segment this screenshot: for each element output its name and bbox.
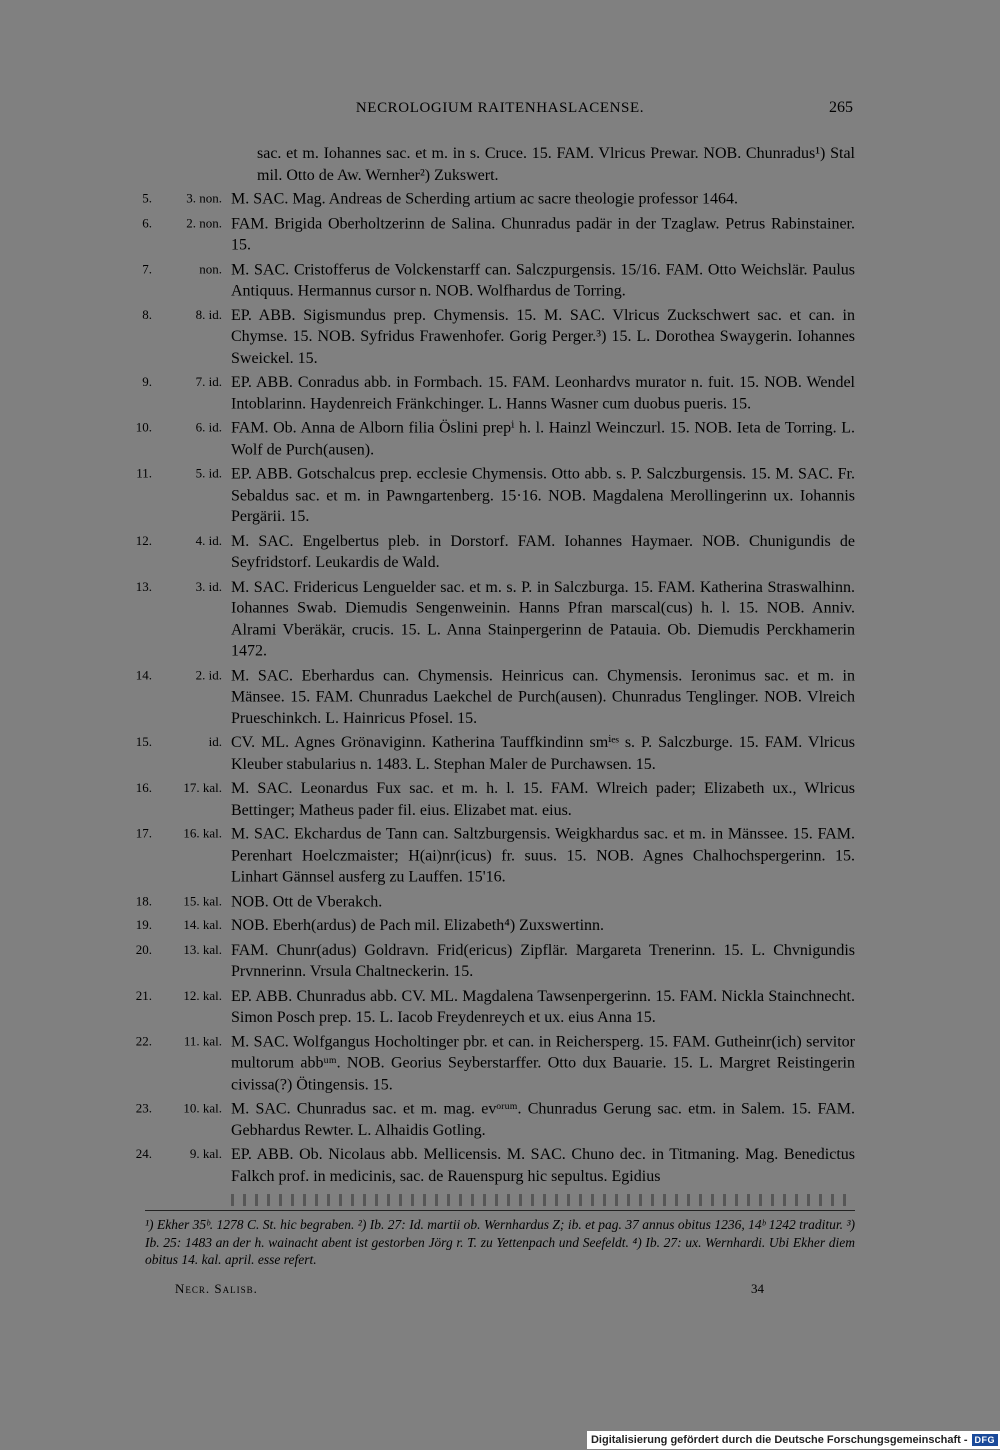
entry-number: 17. bbox=[135, 825, 152, 841]
entry-date: 14. kal. bbox=[183, 917, 222, 933]
entry-row bbox=[0, 732, 1000, 775]
entry-number: 7. bbox=[142, 260, 152, 276]
entry-number: 24. bbox=[135, 1146, 152, 1162]
entry-number: 19. bbox=[135, 917, 152, 933]
sheet-number: 34 bbox=[751, 1281, 764, 1296]
entry-date: 2. id. bbox=[195, 666, 222, 682]
dfg-logo: DFG bbox=[972, 1434, 999, 1446]
entry-row bbox=[0, 305, 1000, 369]
entry-number: 21. bbox=[135, 987, 152, 1003]
entry-text: M. SAC. Engelbertus pleb. in Dorstorf. FAM. Iohannes Haymaer. NOB. Chunigundis de Seyfridstorf. Leukardis de Wald. bbox=[231, 532, 855, 571]
entry-text: FAM. Ob. Anna de Alborn filia Öslini prepⁱ h. l. Hainzl Weinczurl. 15. NOB. Ieta de Torring. L. Wolf de Purch(ausen). bbox=[231, 419, 855, 458]
necrology-entries bbox=[0, 143, 1000, 1190]
entry-date: id. bbox=[208, 734, 222, 750]
entry-date: 3. non. bbox=[186, 190, 222, 206]
entry-date: 15. kal. bbox=[183, 892, 222, 908]
entry-date: 8. id. bbox=[195, 306, 222, 322]
entry-number: 18. bbox=[135, 892, 152, 908]
entry-row bbox=[0, 531, 1000, 574]
footnotes: ¹) Ekher 35ᵇ. 1278 C. St. hic begraben. ²) Ib. 27: Id. martii ob. Wernhardus Z; ib. et pag. 37 annus obitus 1236, 14ᵇ 1242 traditur. ³) Ib. 25: 1483 an der h. wainacht abent ist gestorben Jörg r. T. zu Yettenpach und Seefeldt. ⁴) Ib. 27: ux. Wernhardi. Ubi Ekher diem obitus 14. kal. april. esse refert. bbox=[145, 1217, 855, 1267]
entry-date: 5. id. bbox=[195, 465, 222, 481]
entry-row bbox=[0, 985, 1000, 1028]
entry-row bbox=[0, 1098, 1000, 1141]
entry-date: 3. id. bbox=[195, 578, 222, 594]
entry-row bbox=[0, 418, 1000, 461]
entry-date: 9. kal. bbox=[189, 1146, 222, 1162]
entry-text: sac. et m. Iohannes sac. et m. in s. Cruce. 15. FAM. Vlricus Prewar. NOB. Chunradus¹) Stal mil. Otto de Aw. Wernher²) Zukswert. bbox=[257, 144, 855, 184]
page-number: 265 bbox=[829, 99, 853, 116]
footnote-rule bbox=[145, 1210, 855, 1211]
entry-text: M. SAC. Ekchardus de Tann can. Saltzburgensis. Weigkhardus sac. et m. in Mänssee. 15. FAM. Perenhart Hoelczmaister; H(ai)nr(icus) fr. suus. 15. NOB. Agnes Chalhochspergerinn. 15. Linhart Gännsel ausferg zu Lauffen. 15'16. bbox=[231, 825, 855, 886]
page-header bbox=[0, 100, 1000, 124]
entry-date: non. bbox=[199, 260, 222, 276]
entry-row bbox=[0, 778, 1000, 821]
dfg-notice bbox=[587, 1431, 1000, 1449]
entry-row bbox=[0, 189, 1000, 210]
entry-number: 20. bbox=[135, 941, 152, 957]
entry-row bbox=[0, 143, 1000, 186]
entry-date: 4. id. bbox=[195, 532, 222, 548]
entry-number: 11. bbox=[136, 465, 152, 481]
entry-row bbox=[0, 1031, 1000, 1095]
cut-off-line bbox=[231, 1194, 855, 1206]
entry-number: 8. bbox=[142, 306, 152, 322]
entry-row bbox=[0, 665, 1000, 729]
entry-date: 12. kal. bbox=[183, 987, 222, 1003]
entry-text: M. SAC. Chunradus sac. et m. mag. evᵒʳᵘᵐ. Chunradus Gerung sac. etm. in Salem. 15. FAM. Gebhardus Rewter. L. Alhaidis Gotling. bbox=[231, 1100, 855, 1139]
entry-text: M. SAC. Fridericus Lenguelder sac. et m. s. P. in Salczburga. 15. FAM. Katherina Straswalhinn. Iohannes Swab. Diemudis Sengenweinin. Hanns Pfran marscal(cus) h. l. 15. NOB. Anniv. Alrami Vberäkär, crucis. 15. L. Anna Stainpergerinn de Patauia. Ob. Diemudis Perckhamerin 1472. bbox=[231, 578, 855, 660]
entry-text: NOB. Eberh(ardus) de Pach mil. Elizabeth⁴) Zuxswertinn. bbox=[231, 917, 605, 935]
entry-text: M. SAC. Mag. Andreas de Scherding artium ac sacre theologie professor 1464. bbox=[231, 190, 738, 208]
entry-number: 16. bbox=[135, 779, 152, 795]
entry-text: FAM. Chunr(adus) Goldravn. Frid(ericus) Zipflär. Margareta Trenerinn. 15. L. Chvnigundis Prvnnerinn. Vrsula Chaltneckerin. 15. bbox=[231, 941, 855, 980]
entry-text: NOB. Ott de Vberakch. bbox=[231, 892, 383, 910]
entry-number: 22. bbox=[135, 1033, 152, 1049]
entry-row bbox=[0, 915, 1000, 936]
entry-number: 15. bbox=[135, 734, 152, 750]
entry-row bbox=[0, 372, 1000, 415]
entry-number: 10. bbox=[135, 419, 152, 435]
entry-number: 12. bbox=[135, 532, 152, 548]
entry-date: 17. kal. bbox=[183, 779, 222, 795]
entry-row bbox=[0, 463, 1000, 527]
entry-text: EP. ABB. Ob. Nicolaus abb. Mellicensis. M. SAC. Chuno dec. in Titmaning. Mag. Benedictus Falkch prof. in medicinis, sac. de Rauenspurg hic sepultus. Egidius bbox=[231, 1146, 855, 1185]
entry-text: EP. ABB. Sigismundus prep. Chymensis. 15. M. SAC. Vlricus Zuckschwert sac. et can. in Chymse. 15. NOB. Syfridus Frawenhofer. Gorig Perger.³) 15. L. Dorothea Swaygerin. Iohannes Sweickel. 15. bbox=[231, 306, 855, 367]
entry-number: 13. bbox=[135, 578, 152, 594]
entry-text: EP. ABB. Chunradus abb. CV. ML. Magdalena Tawsenpergerinn. 15. FAM. Nickla Stainchnecht. Simon Posch prep. 15. L. Iacob Freydenreych et ux. eius Anna 15. bbox=[231, 987, 855, 1026]
entry-row bbox=[0, 940, 1000, 983]
entry-date: 7. id. bbox=[195, 373, 222, 389]
entry-text: FAM. Brigida Oberholtzerinn de Salina. Chunradus padär in der Tzaglaw. Petrus Rabinstainer. 15. bbox=[231, 215, 855, 254]
dfg-notice-text: Digitalisierung gefördert durch die Deutsche Forschungsgemeinschaft - bbox=[590, 1434, 968, 1446]
entry-number: 23. bbox=[135, 1100, 152, 1116]
entry-text: M. SAC. Leonardus Fux sac. et m. h. l. 15. FAM. Wlreich pader; Elizabeth ux., Wlricus Bettinger; Matheus pader fil. eius. Elizabet mat. eius. bbox=[231, 779, 855, 819]
entry-row bbox=[0, 213, 1000, 256]
entry-text: CV. ML. Agnes Grönaviginn. Katherina Tauffkindinn smⁱᵉˢ s. P. Salczburge. 15. FAM. Vlricus Kleuber stabularius n. 1483. L. Stephan Maler de Purchawsen. 15. bbox=[231, 734, 855, 773]
entry-text: M. SAC. Eberhardus can. Chymensis. Heinricus can. Chymensis. Ieronimus sac. et m. in Mänsee. 15. FAM. Chunradus Laekchel de Purch(ausen). Chunradus Tenglinger. NOB. Vlreich Prueschinkch. L. Hainricus Pfosel. 15. bbox=[231, 666, 855, 727]
entry-number: 6. bbox=[142, 215, 152, 231]
entry-row bbox=[0, 1144, 1000, 1187]
entry-date: 11. kal. bbox=[183, 1033, 222, 1049]
entry-text: EP. ABB. Conradus abb. in Formbach. 15. FAM. Leonhardvs murator n. fuit. 15. NOB. Wendel Intoblarinn. Haydenreich Fränkchinger. L. Hanns Wasner cum duobus pueris. 15. bbox=[231, 373, 855, 413]
entry-row bbox=[0, 259, 1000, 302]
entry-row bbox=[0, 824, 1000, 888]
entry-text: EP. ABB. Gotschalcus prep. ecclesie Chymensis. Otto abb. s. P. Salczburgensis. 15. M. SAC. Fr. Sebaldus sac. et m. in Pawngartenberg. 15·16. NOB. Magdalena Merollingerinn ux. Iohannis Pergärii. 15. bbox=[231, 465, 855, 526]
signature-mark: Necr. Salisb. bbox=[175, 1281, 258, 1296]
entry-text: M. SAC. Cristofferus de Volckenstarff can. Salczpurgensis. 15/16. FAM. Otto Weichslär. Paulus Antiquus. Hermannus cursor n. NOB. Wolfhardus de Torring. bbox=[231, 260, 855, 300]
entry-number: 5. bbox=[142, 190, 152, 206]
entry-row bbox=[0, 891, 1000, 912]
entry-text: M. SAC. Wolfgangus Hocholtinger pbr. et can. in Reichersperg. 15. FAM. Gutheinr(ich) servitor multorum abbᵘᵐ. NOB. Georius Seyberstarffer. Otto dux Bauarie. 15. L. Margret Reistingerin civissa(?) Ötingensis. 15. bbox=[231, 1033, 855, 1093]
entry-number: 9. bbox=[142, 373, 152, 389]
entry-date: 16. kal. bbox=[183, 825, 222, 841]
entry-number: 14. bbox=[135, 666, 152, 682]
running-title: NECROLOGIUM RAITENHASLACENSE. bbox=[355, 100, 645, 116]
entry-date: 13. kal. bbox=[183, 941, 222, 957]
entry-date: 2. non. bbox=[186, 215, 222, 231]
entry-date: 6. id. bbox=[195, 419, 222, 435]
entry-row bbox=[0, 576, 1000, 662]
entry-date: 10. kal. bbox=[183, 1100, 222, 1116]
